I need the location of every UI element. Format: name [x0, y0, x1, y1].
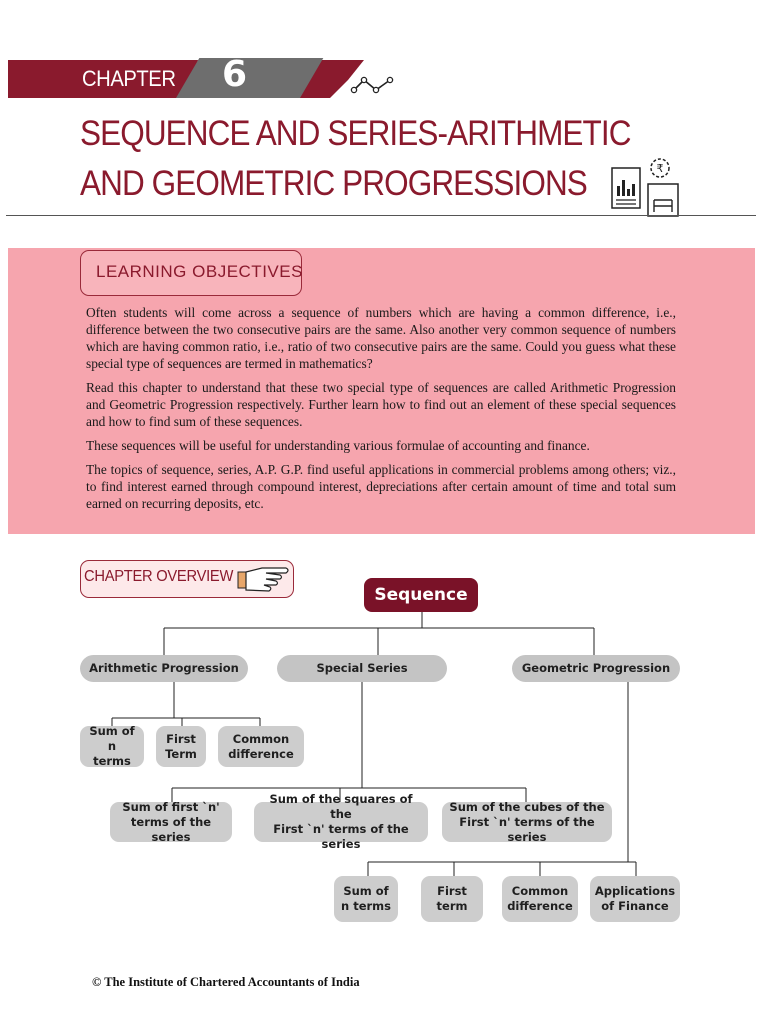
- learning-objectives-heading: LEARNING OBJECTIVES: [96, 262, 303, 281]
- node-sum-of-cubes: Sum of the cubes of the First `n' terms of the series: [442, 802, 612, 842]
- svg-text:₹: ₹: [656, 162, 664, 175]
- node-ap-common-difference: Common difference: [218, 726, 304, 767]
- chapter-title-line-1: SEQUENCE AND SERIES-ARITHMETIC: [80, 114, 631, 153]
- node-ap-first-term: First Term: [156, 726, 206, 767]
- node-arithmetic-progression: Arithmetic Progression: [80, 655, 248, 682]
- node-gp-applications-of-finance: Applications of Finance: [590, 876, 680, 922]
- node-gp-first-term: First term: [421, 876, 483, 922]
- objectives-paragraph: These sequences will be useful for understanding various formulae of accounting and finance.: [86, 438, 590, 453]
- node-gp-common-difference: Common difference: [502, 876, 578, 922]
- node-gp-sum-of-n-terms: Sum of n terms: [334, 876, 398, 922]
- node-special-series: Special Series: [277, 655, 447, 682]
- node-sum-of-squares: Sum of the squares of the First `n' terms of the series: [254, 802, 428, 842]
- chapter-number: 6: [222, 54, 248, 95]
- objectives-paragraph: Often students will come across a sequence of numbers which are having a common difference, i.e., difference between the two consecutive pairs are the same. Also another very common sequence of numbers which are having common ratio, i.e., ratio of two consecutive pairs are the same. Could you guess what these special type of sequences are termed in mathematics?: [86, 305, 676, 371]
- objectives-paragraph: Read this chapter to understand that these two special type of sequences are called Arithmetic Progression and Geometric Progression respectively. Further learn how to find out an element of these special sequences and how to find sum of these sequences.: [86, 380, 676, 429]
- chapter-title-line-2: AND GEOMETRIC PROGRESSIONS: [80, 164, 587, 203]
- chapter-label: CHAPTER: [82, 66, 176, 91]
- node-sum-first-n-terms: Sum of first `n' terms of the series: [110, 802, 232, 842]
- copyright-footer: © The Institute of Chartered Accountants of India: [92, 975, 360, 989]
- node-ap-sum-of-n-terms: Sum of n terms: [80, 726, 144, 767]
- diagram-root-sequence: Sequence: [364, 578, 478, 612]
- objectives-paragraph: The topics of sequence, series, A.P. G.P. find useful applications in commercial problems among others; viz., to find interest earned through compound interest, depreciations after certain amount of time and total sum earned on recurring deposits, etc.: [86, 462, 676, 511]
- node-geometric-progression: Geometric Progression: [512, 655, 680, 682]
- chapter-overview-label: CHAPTER OVERVIEW: [84, 568, 234, 585]
